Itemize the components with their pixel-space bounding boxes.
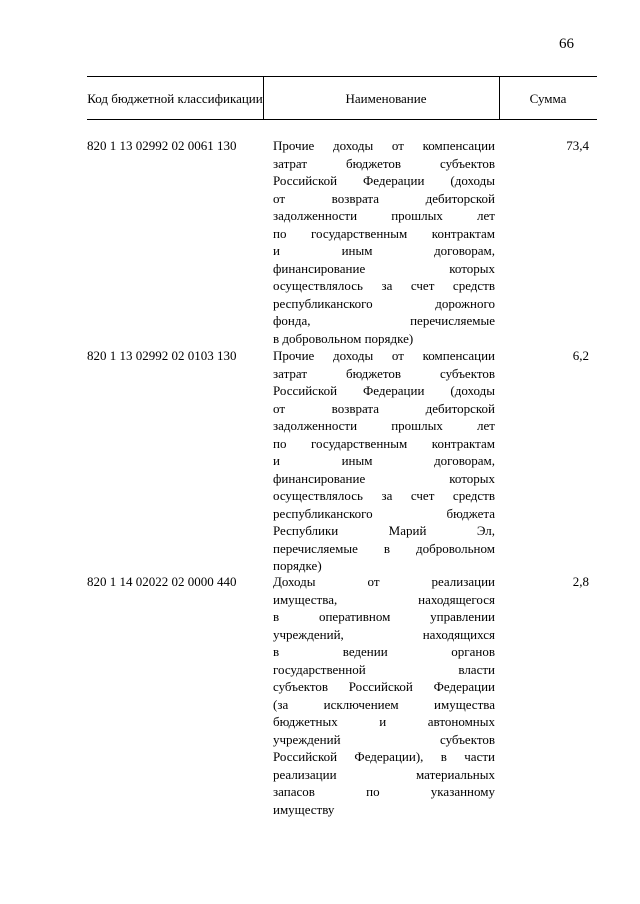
name-line: по государственным контрактам — [273, 225, 495, 241]
name-line: Республики Марий Эл, — [273, 523, 495, 538]
name-line: в добровольном порядке) — [273, 330, 414, 346]
page-number: 66 — [559, 36, 574, 52]
name-line: задолженности прошлых лет — [273, 418, 495, 433]
name-line: Российской Федерации), в части — [273, 749, 495, 764]
name-line: Прочие доходы от компенсации — [273, 348, 495, 363]
row-code: 820 1 13 02992 02 0103 130 — [87, 348, 237, 363]
name-line: от возврата дебиторской — [273, 190, 495, 206]
name-line: субъектов Российской Федерации — [273, 679, 495, 694]
row-sum: 6,2 — [572, 348, 589, 363]
header-code: Код бюджетной классификации — [87, 90, 263, 106]
name-line: перечисляемые в добровольном — [273, 540, 495, 556]
name-line: затрат бюджетов субъектов — [273, 155, 495, 171]
row-sum: 2,8 — [572, 574, 589, 589]
header-divider — [263, 77, 264, 119]
row-code: 820 1 13 02992 02 0061 130 — [87, 138, 237, 153]
name-line: республиканского бюджета — [273, 505, 495, 521]
name-line: фонда, перечисляемые — [273, 313, 495, 328]
name-line: финансирование которых — [273, 260, 495, 276]
table-header — [87, 76, 597, 120]
name-line: и иным договорам, — [273, 243, 495, 258]
name-line: учреждений субъектов — [273, 731, 495, 747]
name-line: Прочие доходы от компенсации — [273, 138, 495, 153]
row-name — [273, 137, 495, 347]
name-line: реализации материальных — [273, 766, 495, 782]
name-line: в ведении органов — [273, 644, 495, 659]
name-line: от возврата дебиторской — [273, 400, 495, 416]
row-code: 820 1 14 02022 02 0000 440 — [87, 574, 237, 589]
name-line: по государственным контрактам — [273, 435, 495, 451]
row-sum: 73,4 — [566, 138, 589, 153]
name-line: республиканского дорожного — [273, 295, 495, 311]
name-line: и иным договорам, — [273, 453, 495, 468]
header-sum: Сумма — [529, 90, 567, 106]
name-line: в оперативном управлении — [273, 609, 495, 624]
name-line: имуществу — [273, 801, 335, 817]
name-line: финансирование которых — [273, 470, 495, 486]
name-line: учреждений, находящихся — [273, 626, 495, 642]
name-line: порядке) — [273, 558, 322, 573]
name-line: (за исключением имущества — [273, 696, 495, 712]
name-line: задолженности прошлых лет — [273, 208, 495, 223]
name-line: бюджетных и автономных — [273, 714, 495, 729]
name-line: осуществлялось за счет средств — [273, 488, 495, 503]
row-name — [273, 347, 495, 575]
name-line: запасов по указанному — [273, 784, 495, 799]
name-line: затрат бюджетов субъектов — [273, 365, 495, 381]
name-line: осуществлялось за счет средств — [273, 278, 495, 293]
row-name — [273, 573, 495, 818]
name-line: государственной власти — [273, 661, 495, 677]
name-line: Российской Федерации (доходы — [273, 383, 495, 398]
name-line: имущества, находящегося — [273, 591, 495, 607]
header-name: Наименование — [345, 90, 427, 106]
name-line: Российской Федерации (доходы — [273, 173, 495, 188]
name-line: Доходы от реализации — [273, 574, 495, 589]
